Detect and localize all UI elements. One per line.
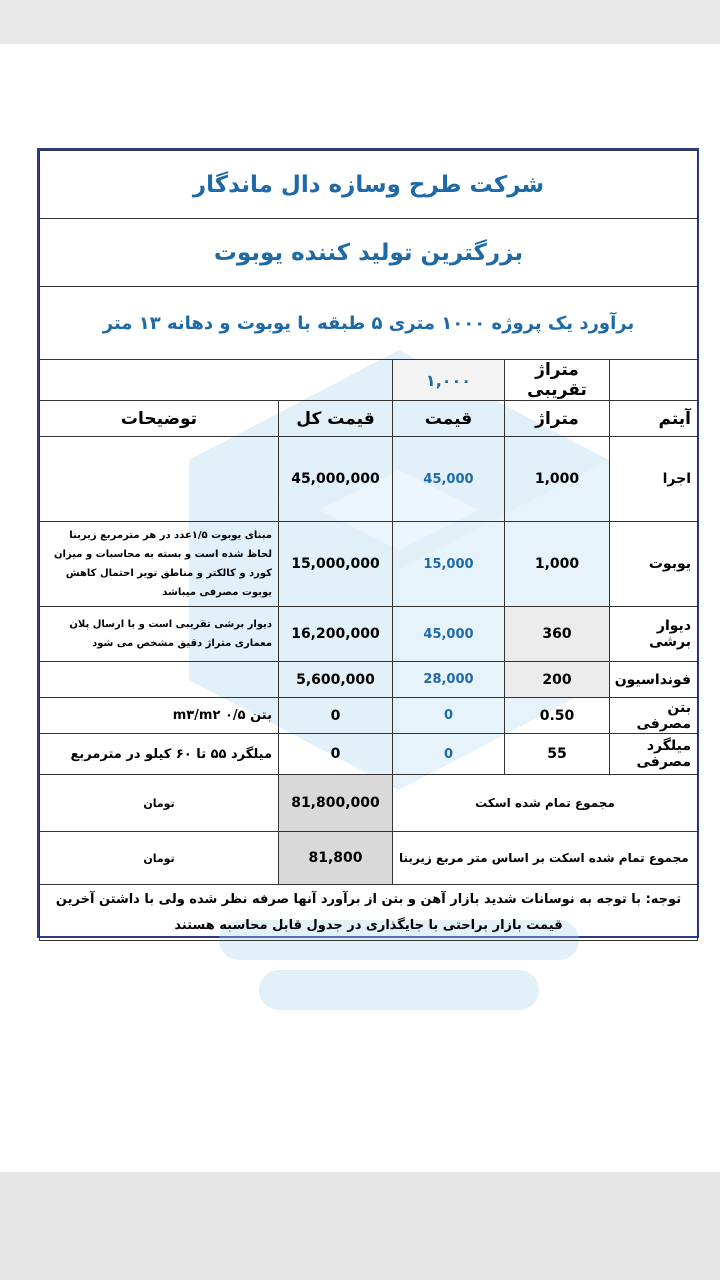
row-price: 45,000 — [393, 607, 505, 662]
estimate-table — [39, 150, 698, 941]
table-row — [40, 522, 698, 607]
total-unit: تومان — [40, 775, 279, 832]
row-item: میلگرد مصرفی — [610, 734, 698, 775]
footnote: توجه: با توجه به نوسانات شدید بازار آهن و بتن از برآورد آنها صرفه نظر شده ولی با داشتن آخرین قیمت بازار براحتی با جایگذاری در جدول قابل محاسبه هستند — [40, 885, 698, 941]
row-area: 0.50 — [505, 698, 610, 734]
row-item: دیوار برشی — [610, 607, 698, 662]
row-area: 55 — [505, 734, 610, 775]
estimate-title: برآورد یک پروژه ۱۰۰۰ متری ۵ طبقه با یوبوت و دهانه ۱۳ متر — [40, 287, 698, 360]
price-estimate-document — [37, 148, 699, 938]
row-total: 15,000,000 — [279, 522, 393, 607]
col-total-header: قیمت کل — [279, 401, 393, 437]
table-row — [40, 698, 698, 734]
row-price: 15,000 — [393, 522, 505, 607]
total-sqm-label: مجموع تمام شده اسکت بر اساس متر مربع زیربنا — [393, 832, 698, 885]
row-item: اجرا — [610, 437, 698, 522]
row-price: 0 — [393, 734, 505, 775]
approx-area-label: متراژ تقریبی — [505, 360, 610, 401]
col-price-header: قیمت — [393, 401, 505, 437]
col-item-header: آیتم — [610, 401, 698, 437]
row-desc: میلگرد ۵۵ تا ۶۰ کیلو در مترمربع — [40, 734, 279, 775]
row-desc — [40, 437, 279, 522]
table-row — [40, 734, 698, 775]
approx-empty — [40, 360, 393, 401]
col-area-header: متراژ — [505, 401, 610, 437]
row-desc — [40, 662, 279, 698]
table-row — [40, 607, 698, 662]
total-sqm-value: 81,800 — [279, 832, 393, 885]
total-label: مجموع تمام شده اسکت — [393, 775, 698, 832]
row-item: فونداسیون — [610, 662, 698, 698]
approx-spacer — [610, 360, 698, 401]
row-area: 1,000 — [505, 522, 610, 607]
row-price: 45,000 — [393, 437, 505, 522]
row-desc: بتن ۰/۵ m۳/m۲ — [40, 698, 279, 734]
total-value: 81,800,000 — [279, 775, 393, 832]
row-price: 0 — [393, 698, 505, 734]
total-row — [40, 775, 698, 832]
table-row — [40, 662, 698, 698]
row-total: 5,600,000 — [279, 662, 393, 698]
row-item: یوبوت — [610, 522, 698, 607]
row-total: 0 — [279, 734, 393, 775]
company-name: شرکت طرح وسازه دال ماندگار — [40, 151, 698, 219]
row-item: بتن مصرفی — [610, 698, 698, 734]
total-sqm-unit: تومان — [40, 832, 279, 885]
top-bar — [0, 0, 720, 44]
row-area: 200 — [505, 662, 610, 698]
row-price: 28,000 — [393, 662, 505, 698]
table-row — [40, 437, 698, 522]
approx-area-value: ۱,۰۰۰ — [393, 360, 505, 401]
row-desc: مبنای یوبوت ۱/۵عدد در هر مترمربع زیربنا لحاظ شده است و بسته به محاسبات و میزان کورد و کالکتر و مناطق تویر احتمال کاهش یوبوت مصرفی میباشد — [40, 522, 279, 607]
row-total: 16,200,000 — [279, 607, 393, 662]
row-desc: دیوار برشی تقریبی است و با ارسال پلان معماری متراژ دقیق مشخص می شود — [40, 607, 279, 662]
row-area: 360 — [505, 607, 610, 662]
bottom-bar — [0, 1172, 720, 1280]
row-total: 45,000,000 — [279, 437, 393, 522]
total-sqm-row — [40, 832, 698, 885]
col-desc-header: توضیحات — [40, 401, 279, 437]
row-area: 1,000 — [505, 437, 610, 522]
company-slogan: بزرگترین تولید کننده یوبوت — [40, 219, 698, 287]
row-total: 0 — [279, 698, 393, 734]
